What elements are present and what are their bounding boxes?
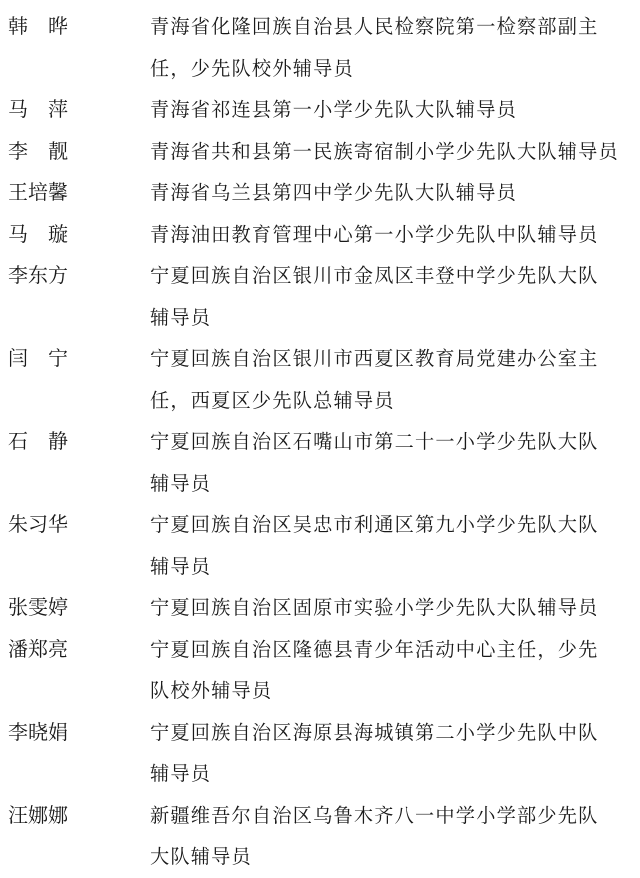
person-name: 汪娜娜 <box>8 802 68 827</box>
list-item <box>0 172 640 214</box>
description-line: 青海油田教育管理中心第一小学少先队中队辅导员 <box>150 222 599 246</box>
description-line: 辅导员 <box>150 554 212 578</box>
list-item <box>0 131 640 173</box>
person-description <box>150 131 630 173</box>
person-description <box>150 712 630 795</box>
description-line: 任，西夏区少先队总辅导员 <box>150 388 395 412</box>
person-description <box>150 172 630 214</box>
person-name: 王培馨 <box>8 180 68 204</box>
person-description <box>150 6 630 89</box>
person-name: 闫 宁 <box>8 346 68 370</box>
description-line: 辅导员 <box>150 471 212 495</box>
description-line: 宁夏回族自治区隆德县青少年活动中心主任，少先 <box>150 637 599 661</box>
person-name: 朱习华 <box>8 512 68 536</box>
person-name: 马 璇 <box>8 221 68 246</box>
description-line: 辅导员 <box>150 762 212 785</box>
list-item <box>0 795 640 878</box>
list-item <box>0 255 640 338</box>
person-name: 李 靓 <box>8 138 68 163</box>
description-line: 青海省化隆回族自治县人民检察院第一检察部副主 <box>150 15 599 38</box>
list-item <box>0 587 640 629</box>
person-description <box>150 338 630 421</box>
person-name: 李晓娟 <box>8 719 68 744</box>
person-description <box>150 629 630 712</box>
person-description <box>150 214 630 256</box>
description-line: 宁夏回族自治区海原县海城镇第二小学少先队中队 <box>150 720 599 744</box>
person-description <box>150 587 630 629</box>
person-description <box>150 255 630 338</box>
person-name: 石 静 <box>8 429 68 453</box>
description-line: 青海省乌兰县第四中学少先队大队辅导员 <box>150 181 517 204</box>
description-line: 宁夏回族自治区吴忠市利通区第九小学少先队大队 <box>150 513 599 536</box>
person-name: 潘郑亮 <box>8 636 68 661</box>
list-item <box>0 504 640 587</box>
person-description <box>150 89 630 131</box>
description-line: 辅导员 <box>150 305 212 329</box>
description-line: 宁夏回族自治区银川市西夏区教育局党建办公室主 <box>150 347 599 370</box>
person-name: 韩 晔 <box>8 14 68 38</box>
list-item <box>0 214 640 256</box>
person-description <box>150 421 630 504</box>
list-item <box>0 712 640 795</box>
description-line: 宁夏回族自治区石嘴山市第二十一小学少先队大队 <box>150 430 599 453</box>
description-line: 宁夏回族自治区银川市金凤区丰登中学少先队大队 <box>150 264 599 287</box>
list-item <box>0 421 640 504</box>
description-line: 任，少先队校外辅导员 <box>150 56 354 80</box>
list-item <box>0 629 640 712</box>
list-item <box>0 89 640 131</box>
honoree-list <box>0 6 640 878</box>
person-name: 马 萍 <box>8 97 68 121</box>
person-description <box>150 795 630 878</box>
description-line: 新疆维吾尔自治区乌鲁木齐八一中学小学部少先队 <box>150 803 599 827</box>
person-name: 张雯婷 <box>8 595 68 619</box>
description-line: 青海省祁连县第一小学少先队大队辅导员 <box>150 98 517 121</box>
description-line: 大队辅导员 <box>150 845 252 868</box>
description-line: 青海省共和县第一民族寄宿制小学少先队大队辅导员 <box>150 139 619 163</box>
person-description <box>150 504 630 587</box>
person-name: 李东方 <box>8 263 68 287</box>
list-item <box>0 338 640 421</box>
description-line: 宁夏回族自治区固原市实验小学少先队大队辅导员 <box>150 596 599 619</box>
list-item <box>0 6 640 89</box>
description-line: 队校外辅导员 <box>150 679 273 702</box>
